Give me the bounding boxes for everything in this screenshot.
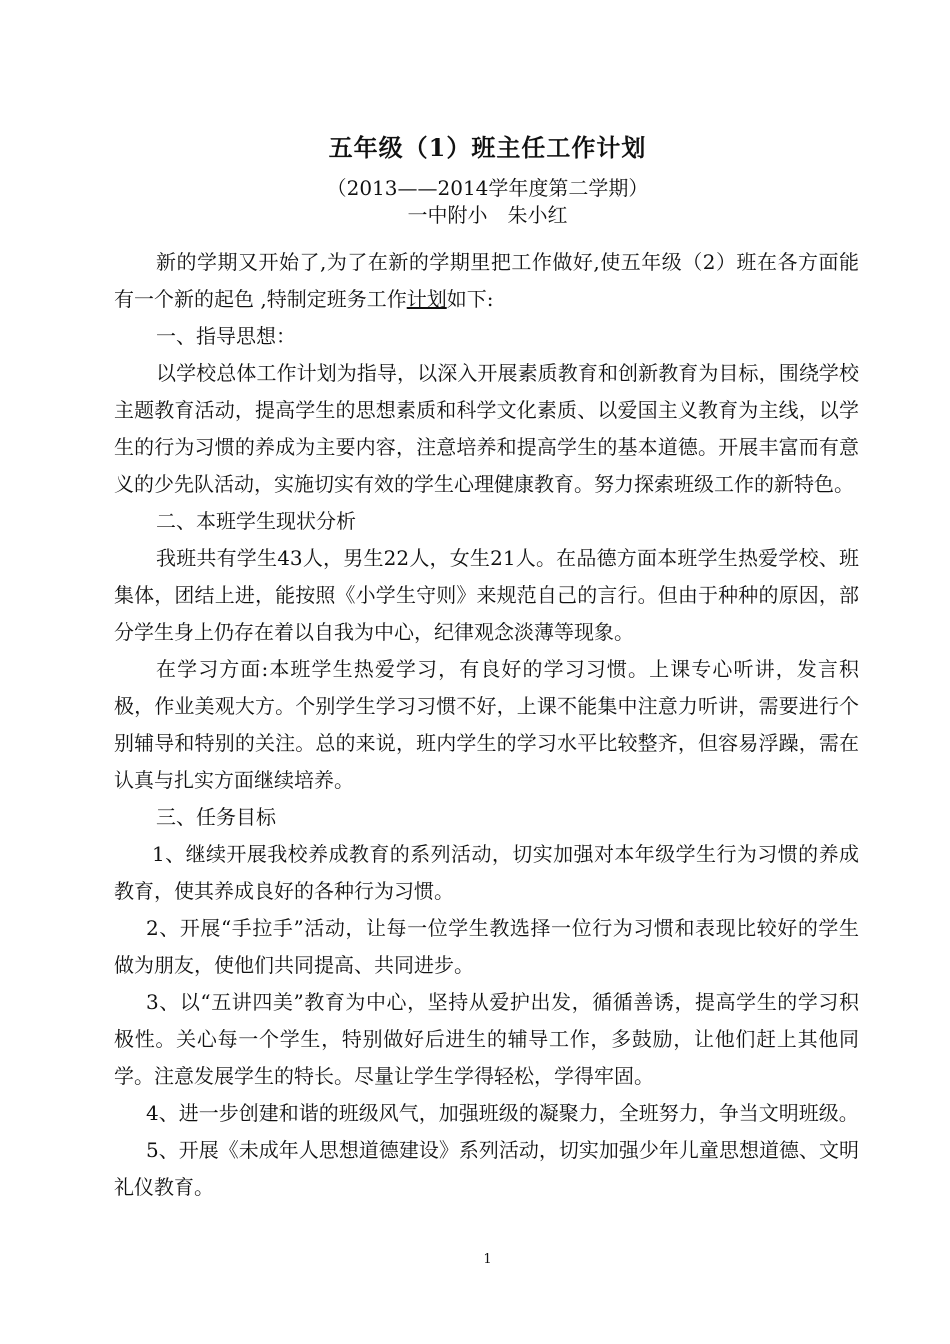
section-heading-goals: 三、任务目标 [156,805,276,829]
page-number: 1 [483,1252,492,1267]
goal-item: 5、开展《未成年人思想道德建设》系列活动，切实加强少年儿童思想道德、文明礼仪教育。 [114,1138,859,1199]
document-author: 一中附小 朱小红 [407,203,568,227]
section-text-guiding-ideology: 以学校总体工作计划为指导，以深入开展素质教育和创新教育为目标，围绕学校主题教育活动，提高学生的思想素质和科学文化素质、以爱国主义教育为主线，以学生的行为习惯的养成为主要内容，注意培养和提高学生的基本道德。开展丰富而有意义的少先队活动，实施切实有效的学生心理健康教育。努力探索班级工作的新特色。 [114,361,859,496]
goal-item: 4、进一步创建和谐的班级风气，加强班级的凝聚力，全班努力，争当文明班级。 [146,1101,859,1125]
section-text-class-analysis-2: 在学习方面:本班学生热爱学习，有良好的学习习惯。上课专心听讲，发言积极，作业美观大方。个别学生学习习惯不好，上课不能集中注意力听讲，需要进行个别辅导和特别的关注。总的来说，班内学生的学习水平比较整齐，但容易浮躁，需在认真与扎实方面继续培养。 [114,657,859,792]
section-heading-guiding-ideology: 一、指导思想： [156,324,296,348]
section-heading-class-analysis: 二、本班学生现状分析 [156,509,356,533]
document-title: 五年级（1）班主任工作计划 [328,133,647,162]
intro-text: 新的学期又开始了,为了在新的学期里把工作做好,使五年级（2）班在各方面能有一个新的起色 ,特制定班务工作 [114,250,859,311]
intro-paragraph [114,244,859,318]
section-text-class-analysis-1: 我班共有学生43人，男生22人，女生21人。在品德方面本班学生热爱学校、班集体，团结上进，能按照《小学生守则》来规范自己的言行。但由于种种的原因，部分学生身上仍存在着以自我为中心，纪律观念淡薄等现象。 [114,546,859,644]
goal-item: 2、开展“手拉手”活动，让每一位学生教选择一位行为习惯和表现比较好的学生做为朋友，使他们共同提高、共同进步。 [114,916,859,977]
goal-item: 3、以“五讲四美”教育为中心，坚持从爱护出发，循循善诱，提高学生的学习积极性。关心每一个学生，特别做好后进生的辅导工作，多鼓励，让他们赶上其他同学。注意发展学生的特长。尽量让学生学得轻松，学得牢固。 [114,990,859,1088]
plan-link[interactable]: 计划 [406,287,447,311]
intro-text-end: 如下: [446,287,494,311]
document-subtitle: （2013——2014学年度第二学期） [326,176,649,200]
goal-item: 1、继续开展我校养成教育的系列活动，切实加强对本年级学生行为习惯的养成教育，使其养成良好的各种行为习惯。 [114,842,859,903]
document-body [114,244,859,1206]
